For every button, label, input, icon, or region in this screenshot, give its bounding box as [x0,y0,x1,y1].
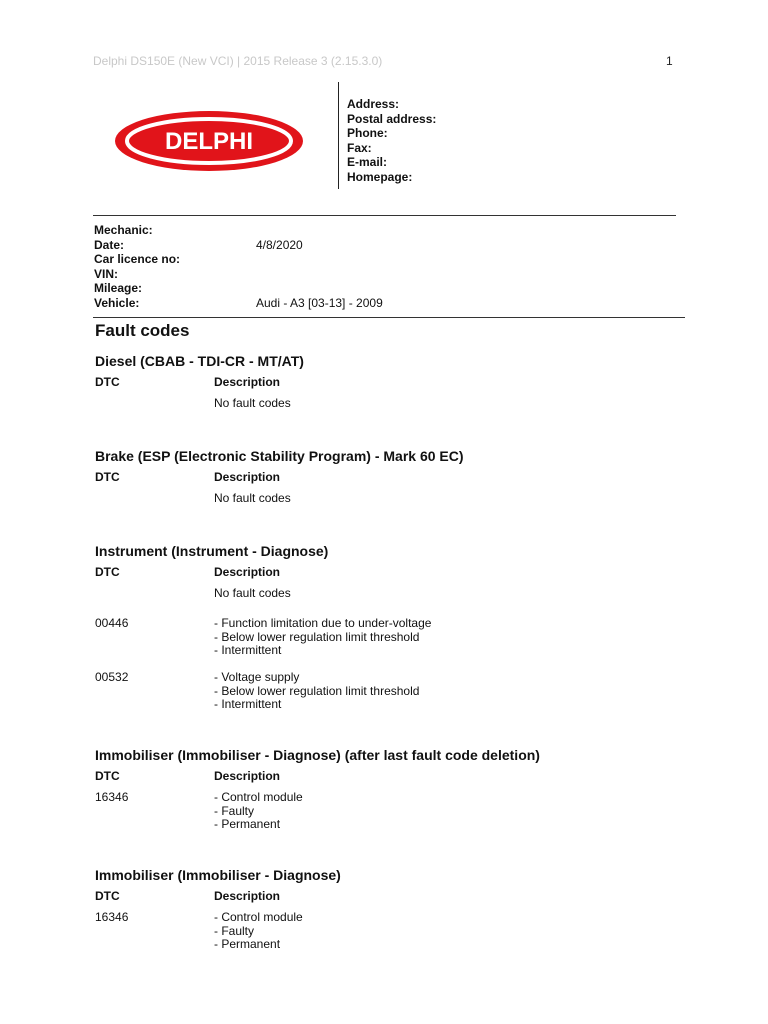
header-divider [338,82,339,189]
fault-description [214,492,291,506]
description-line: - Control module [214,790,303,804]
description-line: No fault codes [214,491,291,505]
dtc-header: DTC [95,565,120,579]
vin-label: VIN: [94,266,118,281]
description-header: Description [214,889,281,903]
description-header: Description [214,470,281,484]
info-row-mileage [94,281,654,296]
vehicle-value: Audi - A3 [03-13] - 2009 [256,295,383,310]
description-line: - Function limitation due to under-voltage [214,616,432,630]
info-row-date [94,238,654,253]
description-line: - Voltage supply [214,670,300,684]
phone-label: Phone: [347,126,388,141]
group-title-immobiliser-after-deletion: Immobiliser (Immobiliser - Diagnose) (after last fault code deletion) [95,747,540,763]
delphi-logo [114,110,304,172]
group-title-diesel: Diesel (CBAB - TDI-CR - MT/AT) [95,353,304,369]
info-row-mechanic [94,223,654,238]
description-line: No fault codes [214,396,291,410]
mileage-label: Mileage: [94,281,143,296]
description-line: - Faulty [214,803,255,818]
description-line: - Intermittent [214,697,282,712]
description-line: - Faulty [214,923,255,938]
description-line: - Permanent [214,937,281,952]
dtc-code: 00446 [95,616,129,630]
description-header: Description [214,375,281,389]
fault-description [214,911,303,952]
contact-block [347,97,436,185]
email-label: E-mail: [347,155,388,170]
licence-label: Car licence no: [94,252,181,267]
date-label: Date: [94,237,125,252]
info-top-divider [93,215,676,216]
description-line: - Control module [214,910,303,924]
vehicle-info [94,223,654,311]
info-row-licence [94,252,654,267]
info-row-vin [94,267,654,282]
group-title-immobiliser: Immobiliser (Immobiliser - Diagnose) [95,867,341,883]
description-line: - Intermittent [214,643,282,658]
vehicle-label: Vehicle: [94,295,140,310]
section-title: Fault codes [95,321,190,340]
dtc-header: DTC [95,769,120,783]
homepage-label: Homepage: [347,169,413,184]
info-row-vehicle [94,296,654,311]
dtc-code: 16346 [95,910,129,924]
description-line: No fault codes [214,586,291,600]
dtc-header: DTC [95,375,120,389]
description-line: - Below lower regulation limit threshold [214,629,420,644]
info-bottom-divider [93,317,685,318]
logo-text: DELPHI [164,128,254,155]
dtc-header: DTC [95,889,120,903]
dtc-code: 16346 [95,790,129,804]
postal-address-label: Postal address: [347,111,437,126]
mechanic-label: Mechanic: [94,223,153,237]
description-line: - Permanent [214,817,281,832]
description-header: Description [214,565,281,579]
fault-description [214,791,303,832]
fault-description [214,671,419,712]
description-line: - Below lower regulation limit threshold [214,683,420,698]
date-value: 4/8/2020 [256,237,303,252]
dtc-header: DTC [95,470,120,484]
fault-description [214,617,431,658]
group-title-instrument: Instrument (Instrument - Diagnose) [95,543,329,559]
page-number: 1 [666,54,673,68]
description-header: Description [214,769,281,783]
fault-description [214,397,291,411]
dtc-code: 00532 [95,670,129,684]
fault-description [214,587,291,601]
page-header: Delphi DS150E (New VCI) | 2015 Release 3 (2.15.3.0) [93,54,383,68]
fax-label: Fax: [347,140,372,155]
group-title-brake: Brake (ESP (Electronic Stability Program) - Mark 60 EC) [95,448,464,464]
address-label: Address: [347,97,400,111]
